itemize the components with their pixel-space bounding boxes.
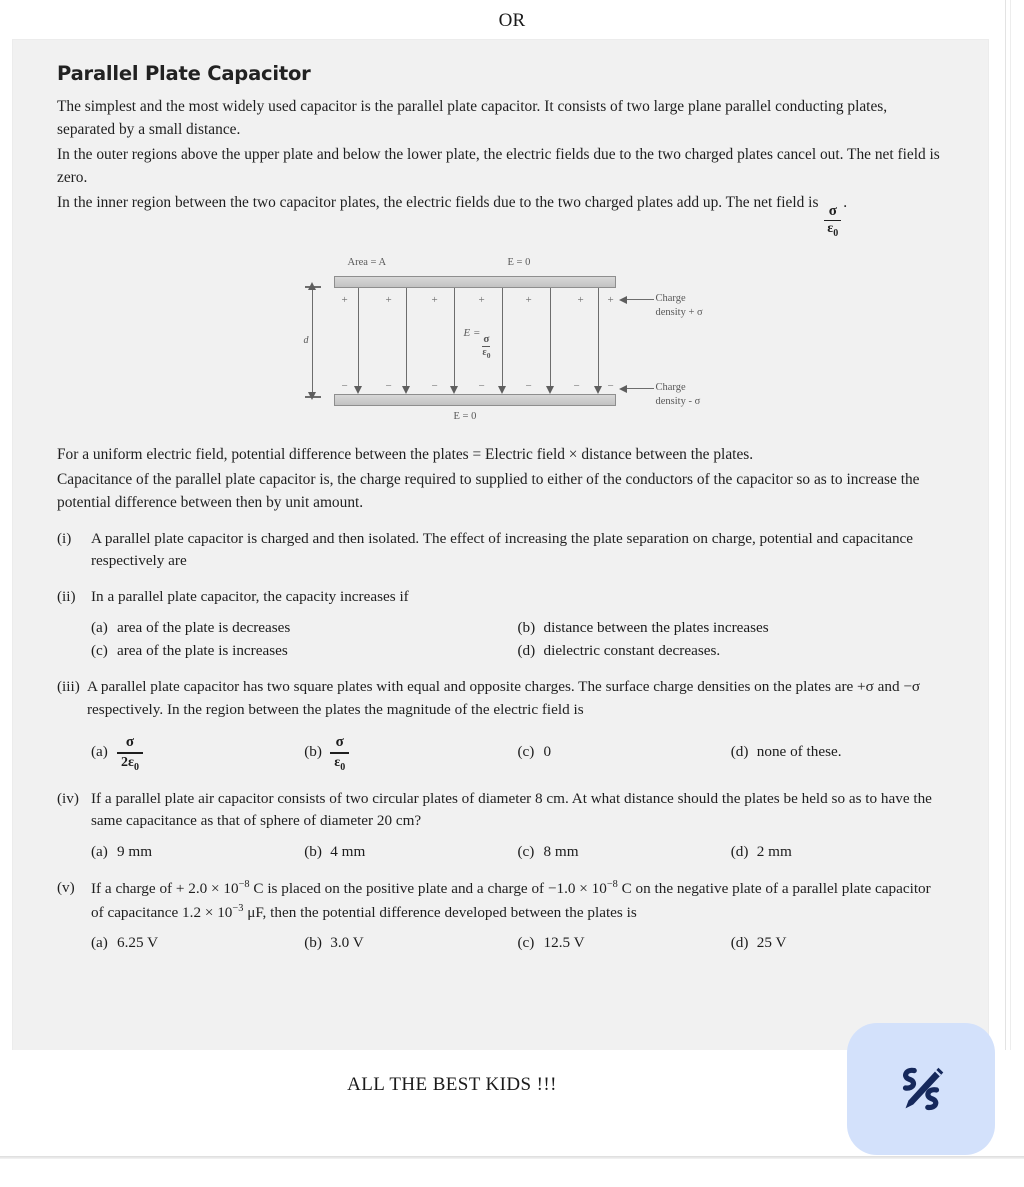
intro-paragraph-3 — [57, 191, 944, 240]
option-d[interactable] — [731, 840, 944, 864]
positive-charge-sign: + — [341, 294, 348, 307]
question-iv-marker: (iv) — [57, 789, 79, 807]
charge-density-top-line2: density + σ — [655, 307, 703, 319]
option-a[interactable] — [91, 931, 304, 955]
option-d-text: dielectric constant decreases. — [543, 642, 721, 660]
option-b[interactable] — [304, 840, 517, 864]
watermark-badge[interactable] — [847, 1023, 995, 1155]
option-c[interactable] — [91, 639, 518, 663]
option-b-letter: (b) — [304, 934, 322, 952]
charge-density-top-leader — [626, 299, 654, 300]
figure-bottom-field-label: E = 0 — [453, 411, 477, 423]
option-c-text: 0 — [543, 742, 552, 760]
option-d-text: none of these. — [756, 742, 842, 760]
question-v-marker: (v) — [57, 878, 75, 896]
net-field-denominator: $\varepsilon_0$ — [827, 221, 839, 240]
footer-divider — [0, 1156, 1024, 1159]
q5-part1: If a charge of + 2.0 × 10 — [91, 879, 239, 897]
option-b-letter: (b) — [517, 618, 536, 636]
net-field-lead: net field is — [753, 193, 819, 211]
option-d[interactable] — [731, 729, 944, 775]
inner-field-prefix: E = — [463, 327, 481, 340]
option-c-text: area of the plate is increases — [117, 642, 288, 660]
question-ii-text: In a parallel plate capacitor, the capacity increases if — [91, 588, 409, 606]
capacitor-figure-container — [57, 255, 944, 433]
option-d-text: 2 mm — [756, 843, 792, 861]
option-d-letter: (d) — [517, 642, 536, 660]
parallel-plate-capacitor-diagram — [286, 255, 716, 433]
charge-density-bottom-label — [656, 381, 701, 409]
option-b[interactable] — [518, 616, 945, 640]
or-heading: OR — [498, 10, 526, 31]
option-b[interactable] — [304, 931, 517, 955]
option-c-letter: (c) — [517, 843, 535, 861]
charge-density-bottom-line1: Charge — [655, 382, 686, 394]
negative-charge-sign: − — [385, 380, 392, 393]
question-iv — [57, 788, 944, 864]
q5-exponent-1: −8 — [238, 878, 250, 890]
question-iii-text: A parallel plate capacitor has two square plates with equal and opposite charges. The surface charge densities on the plates are +σ and −σ respectively. In the region between the plates the magnitude of the electric field is — [87, 678, 921, 718]
option-a-text: 9 mm — [117, 843, 153, 861]
field-line — [598, 288, 599, 387]
question-iv-line — [57, 788, 944, 834]
question-ii-marker: (ii) — [57, 588, 76, 606]
top-plate — [334, 276, 616, 288]
option-c[interactable] — [518, 840, 731, 864]
question-iv-text: If a parallel plate air capacitor consists of two circular plates of diameter 8 cm. At what distance should the plates be held so as to have the same capacitance as that of sphere of diameter 20 cm? — [91, 789, 932, 830]
option-d[interactable] — [518, 639, 945, 663]
inner-field-numerator: σ — [483, 332, 490, 345]
net-field-numerator: σ — [828, 203, 837, 220]
figure-top-field-label: E = 0 — [507, 257, 531, 269]
charge-density-top-label — [656, 292, 703, 320]
plate-separation-label: d — [303, 335, 309, 347]
q5-exponent-3: −3 — [232, 902, 244, 914]
option-d-letter: (d) — [730, 934, 749, 952]
question-iii — [57, 676, 944, 775]
question-v — [57, 877, 944, 955]
post-figure-paragraph-2: Capacitance of the parallel plate capacitor is, the charge required to supplied to either of the conductors of the capacitor so as to increase the potential difference between then by unit amount. — [57, 470, 920, 512]
option-c-letter: (c) — [91, 642, 108, 660]
option-d-letter: (d) — [730, 742, 749, 760]
question-ii — [57, 586, 944, 663]
negative-charge-sign: − — [478, 380, 485, 393]
option-b-text: 3.0 V — [330, 934, 364, 952]
post-figure-paragraph-1: For a uniform electric field, potential difference between the plates = Electric field × distance between the plates. — [57, 446, 754, 464]
option-c[interactable] — [518, 931, 731, 955]
page-edge-rail-outer — [1005, 0, 1006, 1187]
option-d-letter: (d) — [730, 843, 749, 861]
field-line — [502, 288, 503, 387]
negative-charge-sign: − — [431, 380, 438, 393]
option-c-text: 8 mm — [543, 843, 579, 861]
field-line — [358, 288, 359, 387]
intro-paragraph-1: The simplest and the most widely used capacitor is the parallel plate capacitor. It consists of two large plane parallel conducting plates, separated by a small distance. — [57, 98, 888, 139]
plate-separation-arrow — [312, 289, 313, 393]
content-card — [13, 40, 988, 1050]
q5-part2: C is placed on the positive plate and a charge of −1.0 × 10 — [249, 879, 607, 897]
intro-paragraph-2: In the outer regions above the upper plate and below the lower plate, the electric fields due to the two charged plates cancel out. The net field is zero. — [57, 145, 940, 187]
question-ii-line — [57, 586, 944, 609]
inner-field-denominator: $\varepsilon_0$ — [482, 346, 491, 360]
q5-part3: C on the negative plate of a parallel plate capacitor of capacitance 1.2 × 10 — [91, 879, 931, 921]
option-a-letter: (a) — [91, 934, 108, 952]
negative-charge-sign: − — [607, 380, 614, 393]
question-ii-options — [57, 616, 944, 663]
question-v-options — [57, 931, 944, 955]
option-c-letter: (c) — [517, 934, 535, 952]
negative-charge-sign: − — [525, 380, 532, 393]
option-c-letter: (c) — [517, 742, 535, 760]
field-line — [550, 288, 551, 387]
option-b[interactable] — [304, 729, 517, 775]
question-v-text — [91, 877, 944, 925]
question-i-line — [57, 528, 944, 574]
charge-density-bottom-leader — [626, 388, 654, 389]
positive-charge-sign: + — [478, 294, 485, 307]
negative-charge-sign: − — [573, 380, 580, 393]
page-edge-rail-inner — [1010, 0, 1011, 1187]
field-line — [454, 288, 455, 387]
question-i — [57, 528, 944, 574]
option-b-denominator: $\varepsilon_0$ — [334, 754, 346, 773]
option-a-letter: (a) — [91, 742, 108, 760]
option-a[interactable] — [91, 729, 304, 775]
option-a-letter: (a) — [91, 618, 108, 636]
net-field-trailing: . — [843, 193, 848, 211]
option-a-letter: (a) — [91, 843, 108, 861]
option-d-text: 25 V — [756, 934, 787, 952]
option-b-text: distance between the plates increases — [543, 618, 769, 636]
question-i-text: A parallel plate capacitor is charged and then isolated. The effect of increasing the plate separation on charge, potential and capacitance respectively are — [91, 529, 914, 570]
charge-density-top-line1: Charge — [655, 293, 686, 305]
negative-charge-sign: − — [341, 380, 348, 393]
option-a[interactable] — [91, 616, 518, 640]
intro-paragraph-3-text: In the inner region between the two capacitor plates, the electric fields due to the two charged plates add up. The — [57, 193, 750, 211]
positive-charge-sign: + — [385, 294, 392, 307]
positive-charge-sign: + — [607, 294, 614, 307]
figure-area-label: Area = A — [347, 257, 387, 269]
option-a-value — [117, 730, 296, 772]
option-c-text: 12.5 V — [543, 934, 585, 952]
option-b-fraction — [330, 735, 349, 772]
field-line — [406, 288, 407, 387]
q5-part4: μF, then the potential difference developed between the plates is — [243, 903, 637, 921]
option-c[interactable] — [518, 729, 731, 775]
option-a-text: area of the plate is decreases — [117, 618, 291, 636]
inner-field-fraction — [482, 334, 490, 360]
q5-exponent-2: −8 — [606, 878, 618, 890]
option-b-text: 4 mm — [330, 843, 366, 861]
net-field-fraction — [824, 204, 841, 239]
option-b-letter: (b) — [304, 843, 322, 861]
option-a-text: 6.25 V — [117, 934, 159, 952]
question-iii-marker: (iii) — [57, 678, 80, 696]
bottom-plate — [334, 394, 616, 406]
positive-charge-sign: + — [431, 294, 438, 307]
option-a-numerator: σ — [125, 734, 135, 751]
option-a[interactable] — [91, 840, 304, 864]
question-i-marker: (i) — [57, 529, 72, 547]
option-d[interactable] — [731, 931, 944, 955]
option-b-letter: (b) — [304, 742, 322, 760]
option-b-value — [330, 730, 509, 772]
option-a-fraction — [117, 735, 143, 772]
question-iv-options — [57, 840, 944, 864]
pencil-logo-icon — [890, 1058, 952, 1120]
inner-field-formula — [464, 327, 491, 359]
positive-charge-sign: + — [577, 294, 584, 307]
charge-density-bottom-line2: density - σ — [655, 396, 701, 408]
footer-message: ALL THE BEST KIDS !!! — [347, 1074, 557, 1095]
option-b-numerator: σ — [335, 734, 344, 751]
page-title: Parallel Plate Capacitor — [57, 62, 311, 85]
option-a-denominator: $2\varepsilon_0$ — [121, 754, 139, 773]
positive-charge-sign: + — [525, 294, 532, 307]
question-iii-options — [57, 729, 944, 775]
question-iii-line — [57, 676, 944, 722]
question-v-line — [57, 877, 944, 925]
